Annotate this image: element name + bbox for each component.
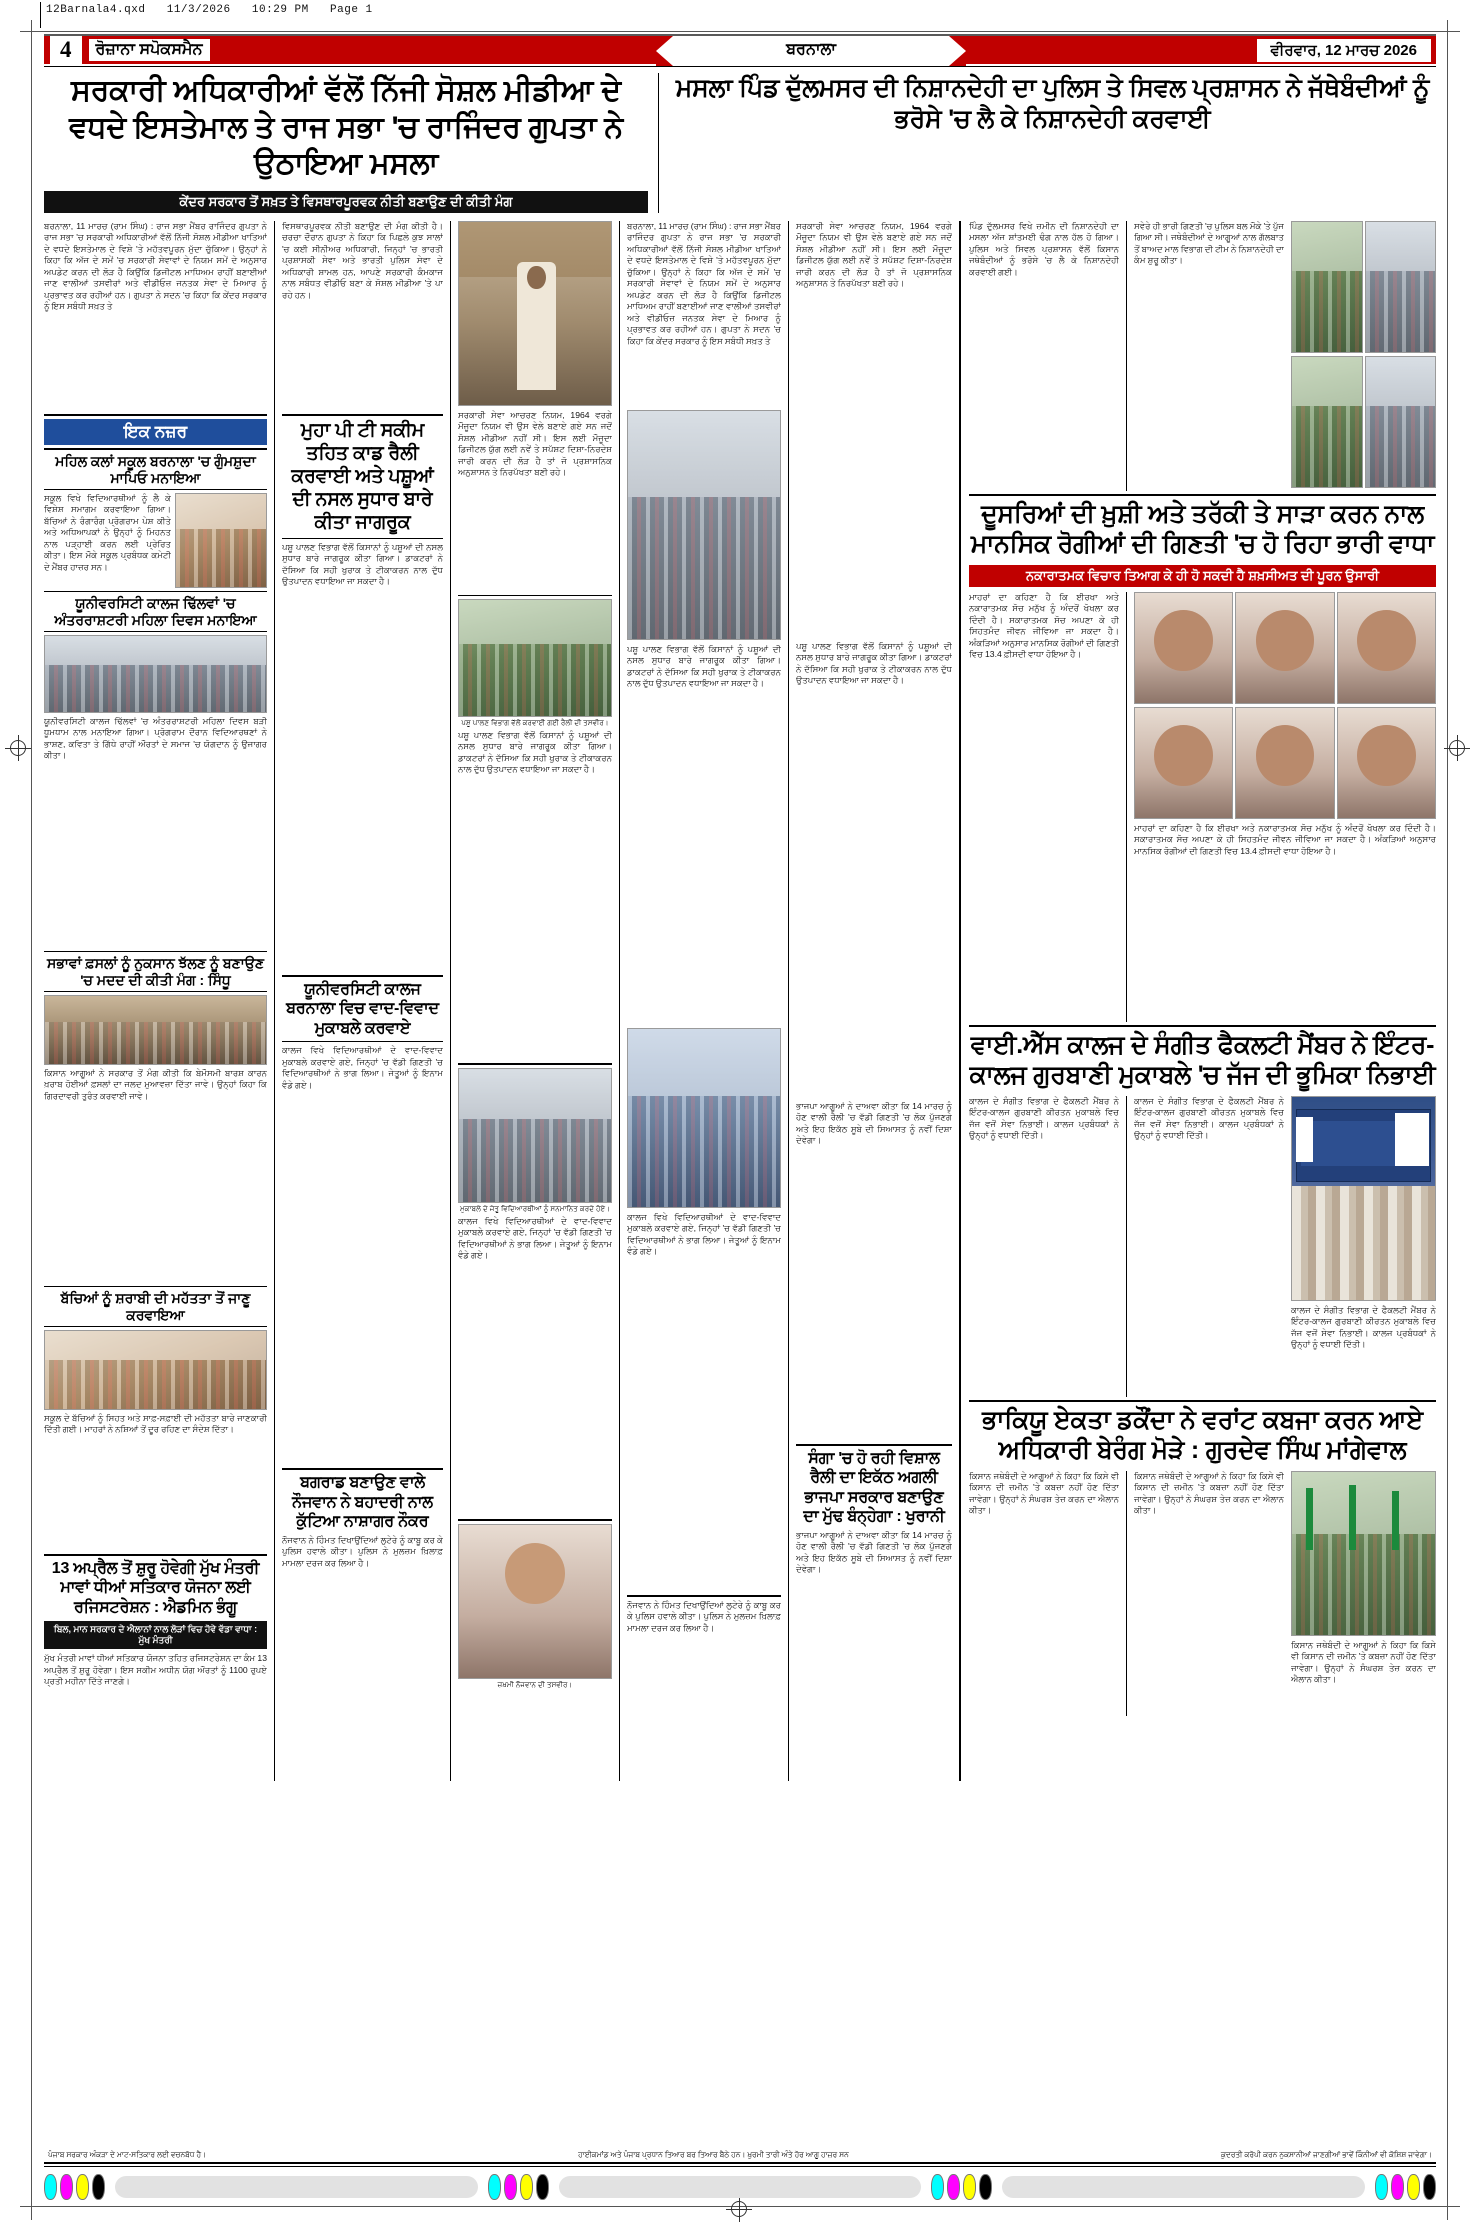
right-lead-photos [1291,221,1436,491]
black-chip [1423,2174,1436,2200]
r3-photo-block [1291,1471,1436,1716]
s1-text: ਸਕੂਲ ਵਿਖੇ ਵਿਦਿਆਰਥੀਆਂ ਨੂੰ ਲੈ ਕੇ ਵਿਸ਼ੇਸ਼ ਸਮਾਗਮ ਕਰਵਾਇਆ ਗਿਆ। ਬੱਚਿਆਂ ਨੇ ਰੰਗਾਰੰਗ ਪ੍ਰੋਗਰਾਮ ਪੇਸ਼ ਕੀਤੇ ਅਤੇ ਅਧਿਆਪਕਾਂ ਨੇ ਉਨ੍ਹਾਂ ਨੂੰ ਮਿਹਨਤ ਨਾਲ ਪੜ੍ਹਾਈ ਕਰਨ ਲਈ ਪ੍ਰੇਰਿਤ ਕੀਤਾ। ਇਸ ਮੌਕੇ ਸਕੂਲ ਪ੍ਰਬੰਧਕ ਕਮੇਟੀ ਦੇ ਮੈਂਬਰ ਹਾਜ਼ਰ ਸਨ। [44,492,171,572]
section-headline-s5: 13 ਅਪ੍ਰੈਲ ਤੋਂ ਸ਼ੁਰੂ ਹੋਵੇਗੀ ਮੁੱਖ ਮੰਤਰੀ ਮਾਵਾਂ ਧੀਆਂ ਸਤਿਕਾਰ ਯੋਜਨਾ ਲਈ ਰਜਿਸਟਰੇਸ਼ਨ : ਐਡਮਿਨ ਭੰਗੂ [51,1559,260,1616]
s5-text: ਮੁੱਖ ਮੰਤਰੀ ਮਾਵਾਂ ਧੀਆਂ ਸਤਿਕਾਰ ਯੋਜਨਾ ਤਹਿਤ ਰਜਿਸਟਰੇਸ਼ਨ ਦਾ ਕੰਮ 13 ਅਪ੍ਰੈਲ ਤੋਂ ਸ਼ੁਰੂ ਹੋਵੇਗਾ। ਇਸ ਸਕੀਮ ਅਧੀਨ ਯੋਗ ਔਰਤਾਂ ਨੂੰ 1100 ਰੁਪਏ ਪ੍ਰਤੀ ਮਹੀਨਾ ਦਿੱਤੇ ਜਾਣਗੇ। [44,1653,267,1687]
section-headline-s3: ਸਭਾਵਾਂ ਫ਼ਸਲਾਂ ਨੂੰ ਨੁਕਸਾਨ ਝੱਲਣ ਨੂੰ ਬਣਾਉਣ 'ਚ ਮਦਦ ਦੀ ਕੀਤੀ ਮੰਗ : ਸਿੰਧੂ [44,955,267,992]
s4-text: ਸਕੂਲ ਦੇ ਬੱਚਿਆਂ ਨੂੰ ਸਿਹਤ ਅਤੇ ਸਾਫ਼-ਸਫ਼ਾਈ ਦੀ ਮਹੱਤਤਾ ਬਾਰੇ ਜਾਣਕਾਰੀ ਦਿੱਤੀ ਗਈ। ਮਾਹਰਾਂ ਨੇ ਨਸ਼ਿਆਂ ਤੋਂ ਦੂਰ ਰਹਿਣ ਦਾ ਸੰਦੇਸ਼ ਦਿੱਤਾ। [44,1412,267,1435]
right-lead-col2: ਸਵੇਰੇ ਹੀ ਭਾਰੀ ਗਿਣਤੀ 'ਚ ਪੁਲਿਸ ਬਲ ਮੌਕੇ 'ਤੇ ਪੁੱਜ ਗਿਆ ਸੀ। ਜਥੇਬੰਦੀਆਂ ਦੇ ਆਗੂਆਂ ਨਾਲ ਗੱਲਬਾਤ ਤੋਂ ਬਾਅਦ ਮਾਲ ਵਿਭਾਗ ਦੀ ਟੀਮ ਨੇ ਨਿਸ਼ਾਨਦੇਹੀ ਦਾ ਕੰਮ ਸ਼ੁਰੂ ਕੀਤਾ। [1134,220,1284,266]
lead-headline: ਸਰਕਾਰੀ ਅਧਿਕਾਰੀਆਂ ਵੱਲੋਂ ਨਿੱਜੀ ਸੋਸ਼ਲ ਮੀਡੀਆ ਦੇ ਵਧਦੇ ਇਸਤੇਮਾਲ ਤੇ ਰਾਜ ਸਭਾ 'ਚ ਰਾਜਿੰਦਰ ਗੁਪਤਾ ਨੇ ਉਠਾਇਆ ਮਸਲਾ [69,74,623,181]
r2-text-b: ਕਾਲਜ ਦੇ ਸੰਗੀਤ ਵਿਭਾਗ ਦੇ ਫੈਕਲਟੀ ਮੈਂਬਰ ਨੇ ਇੰਟਰ-ਕਾਲਜ ਗੁਰਬਾਣੀ ਕੀਰਤਨ ਮੁਕਾਬਲੇ ਵਿਚ ਜੱਜ ਵਜੋਂ ਸੇਵਾ ਨਿਭਾਈ। ਕਾਲਜ ਪ੍ਰਬੰਧਕਾਂ ਨੇ ਉਨ੍ਹਾਂ ਨੂੰ ਵਧਾਈ ਦਿੱਤੀ। [1134,1095,1284,1141]
col4-text-a: ਪਸ਼ੂ ਪਾਲਣ ਵਿਭਾਗ ਵੱਲੋਂ ਕਿਸਾਨਾਂ ਨੂੰ ਪਸ਼ੂਆਂ ਦੀ ਨਸਲ ਸੁਧਾਰ ਬਾਰੇ ਜਾਗਰੂਕ ਕੀਤਾ ਗਿਆ। ਡਾਕਟਰਾਂ ਨੇ ਦੱਸਿਆ ਕਿ ਸਹੀ ਖੁਰਾਕ ਤੇ ਟੀਕਾਕਰਨ ਨਾਲ ਦੁੱਧ ਉਤਪਾਦਨ ਵਧਾਇਆ ਜਾ ਸਕਦਾ ਹੈ। [627,643,781,689]
masthead [44,34,1436,64]
r3-text-a: ਕਿਸਾਨ ਜਥੇਬੰਦੀ ਦੇ ਆਗੂਆਂ ਨੇ ਕਿਹਾ ਕਿ ਕਿਸੇ ਵੀ ਕਿਸਾਨ ਦੀ ਜ਼ਮੀਨ 'ਤੇ ਕਬਜ਼ਾ ਨਹੀਂ ਹੋਣ ਦਿੱਤਾ ਜਾਵੇਗਾ। ਉਨ੍ਹਾਂ ਨੇ ਸੰਘਰਸ਼ ਤੇਜ਼ ਕਰਨ ਦਾ ਐਲਾਨ ਕੀਤਾ। [969,1470,1119,1516]
r1-text-b: ਮਾਹਰਾਂ ਦਾ ਕਹਿਣਾ ਹੈ ਕਿ ਈਰਖਾ ਅਤੇ ਨਕਾਰਾਤਮਕ ਸੋਚ ਮਨੁੱਖ ਨੂੰ ਅੰਦਰੋਂ ਖੋਖਲਾ ਕਰ ਦਿੰਦੀ ਹੈ। ਸਕਾਰਾਤਮਕ ਸੋਚ ਅਪਣਾ ਕੇ ਹੀ ਸਿਹਤਮੰਦ ਜੀਵਨ ਜੀਵਿਆ ਜਾ ਸਕਦਾ ਹੈ। ਅੰਕੜਿਆਂ ਅਨੁਸਾਰ ਮਾਨਸਿਕ ਰੋਗੀਆਂ ਦੀ ਗਿਣਤੀ ਵਿਚ 13.4 ਫ਼ੀਸਦੀ ਵਾਧਾ ਹੋਇਆ ਹੈ। [1134,822,1436,856]
right-lead-headline-block [659,73,1436,213]
r2-text-a: ਕਾਲਜ ਦੇ ਸੰਗੀਤ ਵਿਭਾਗ ਦੇ ਫੈਕਲਟੀ ਮੈਂਬਰ ਨੇ ਇੰਟਰ-ਕਾਲਜ ਗੁਰਬਾਣੀ ਕੀਰਤਨ ਮੁਕਾਬਲੇ ਵਿਚ ਜੱਜ ਵਜੋਂ ਸੇਵਾ ਨਿਭਾਈ। ਕਾਲਜ ਪ੍ਰਬੰਧਕਾਂ ਨੇ ਉਨ੍ਹਾਂ ਨੂੰ ਵਧਾਈ ਦਿੱਤੀ। [969,1095,1119,1141]
cyan-chip [1375,2174,1388,2200]
cyan-chip [44,2174,57,2200]
m1-text: ਪਸ਼ੂ ਪਾਲਣ ਵਿਭਾਗ ਵੱਲੋਂ ਕਿਸਾਨਾਂ ਨੂੰ ਪਸ਼ੂਆਂ ਦੀ ਨਸਲ ਸੁਧਾਰ ਬਾਰੇ ਜਾਗਰੂਕ ਕੀਤਾ ਗਿਆ। ਡਾਕਟਰਾਂ ਨੇ ਦੱਸਿਆ ਕਿ ਸਹੀ ਖੁਰਾਕ ਤੇ ਟੀਕਾਕਰਨ ਨਾਲ ਦੁੱਧ ਉਤਪਾਦਨ ਵਧਾਇਆ ਜਾ ਸਕਦਾ ਹੈ। [282,541,443,587]
section-headline-r1: ਦੂਸਰਿਆਂ ਦੀ ਖ਼ੁਸ਼ੀ ਅਤੇ ਤਰੱਕੀ ਤੇ ਸਾੜਾ ਕਰਨ ਨਾਲ ਮਾਨਸਿਕ ਰੋਗੀਆਂ ਦੀ ਗਿਣਤੀ 'ਚ ਹੋ ਰਿਹਾ ਭਾਰੀ ਵਾਧਾ [970,499,1435,559]
footer-line-1: ਪੰਜਾਬ ਸਰਕਾਰ ਅੰਕੜਾ ਦੇ ਮਾਟ-ਸਤਿਕਾਰ ਲਈ ਵਚਨਬੱਧ ਹੈ। [48,2150,206,2159]
lead-kicker: ਕੇਂਦਰ ਸਰਕਾਰ ਤੋਂ ਸਖ਼ਤ ਤੇ ਵਿਸਥਾਰਪੂਰਵਕ ਨੀਤੀ ਬਣਾਉਣ ਦੀ ਕੀਤੀ ਮੰਗ [44,191,648,213]
photo-s4 [44,1330,267,1410]
right-zone [961,221,1436,1781]
r1-portraits-block [1134,592,1436,1022]
lead-col-2: ਵਿਸਥਾਰਪੂਰਵਕ ਨੀਤੀ ਬਣਾਉਣ ਦੀ ਮੰਗ ਕੀਤੀ ਹੈ। ਚਰਚਾ ਦੌਰਾਨ ਗੁਪਤਾ ਨੇ ਕਿਹਾ ਕਿ ਪਿਛਲੇ ਕੁਝ ਸਾਲਾਂ 'ਚ ਕਈ ਸੀਨੀਅਰ ਅਧਿਕਾਰੀ, ਜਿਨ੍ਹਾਂ 'ਚ ਭਾਰਤੀ ਪ੍ਰਸ਼ਾਸਕੀ ਸੇਵਾ ਅਤੇ ਭਾਰਤੀ ਪੁਲਿਸ ਸੇਵਾ ਦੇ ਅਧਿਕਾਰੀ ਸ਼ਾਮਲ ਹਨ, ਆਪਣੇ ਸਰਕਾਰੀ ਕੰਮਕਾਜ ਨਾਲ ਸਬੰਧਤ ਵੀਡੀਓ ਬਣਾ ਕੇ ਸੋਸ਼ਲ ਮੀਡੀਆ 'ਤੇ ਪਾ ਰਹੇ ਹਨ। [282,220,443,300]
photo-s1 [175,493,267,588]
section-headline-s2: ਯੂਨੀਵਰਸਿਟੀ ਕਾਲਜ ਢਿੱਲਵਾਂ 'ਚ ਅੰਤਰਰਾਸ਼ਟਰੀ ਮਹਿਲਾ ਦਿਵਸ ਮਨਾਇਆ [44,595,267,632]
magenta-chip [60,2174,73,2200]
lead-headline-block [44,73,658,213]
crop-mark-right [1447,20,1448,2220]
yellow-chip [520,2174,533,2200]
rule [44,2166,1436,2167]
section-headline-s4: ਬੱਚਿਆਂ ਨੂੰ ਸ਼ਰਾਬੀ ਦੀ ਮਹੱਤਤਾ ਤੋਂ ਜਾਣੂ ਕਰਵਾਇਆ [44,1290,267,1327]
col-4 [620,221,788,1781]
r1-text-a: ਮਾਹਰਾਂ ਦਾ ਕਹਿਣਾ ਹੈ ਕਿ ਈਰਖਾ ਅਤੇ ਨਕਾਰਾਤਮਕ ਸੋਚ ਮਨੁੱਖ ਨੂੰ ਅੰਦਰੋਂ ਖੋਖਲਾ ਕਰ ਦਿੰਦੀ ਹੈ। ਸਕਾਰਾਤਮਕ ਸੋਚ ਅਪਣਾ ਕੇ ਹੀ ਸਿਹਤਮੰਦ ਜੀਵਨ ਜੀਵਿਆ ਜਾ ਸਕਦਾ ਹੈ। ਅੰਕੜਿਆਂ ਅਨੁਸਾਰ ਮਾਨਸਿਕ ਰੋਗੀਆਂ ਦੀ ਗਿਣਤੀ ਵਿਚ 13.4 ਫ਼ੀਸਦੀ ਵਾਧਾ ਹੋਇਆ ਹੈ। [969,591,1119,660]
crop-mark-top [20,31,1460,32]
col4-text-c: ਨੌਜਵਾਨ ਨੇ ਹਿੰਮਤ ਦਿਖਾਉਂਦਿਆਂ ਲੁਟੇਰੇ ਨੂੰ ਕਾਬੂ ਕਰ ਕੇ ਪੁਲਿਸ ਹਵਾਲੇ ਕੀਤਾ। ਪੁਲਿਸ ਨੇ ਮੁਲਜ਼ਮ ਖ਼ਿਲਾਫ਼ ਮਾਮਲਾ ਦਰਜ ਕਰ ਲਿਆ ਹੈ। [627,1599,781,1633]
gray-bar-1 [115,2176,478,2198]
section-headline-r3: ਭਾਕਿਯੂ ਏਕਤਾ ਡਕੌਂਦਾ ਨੇ ਵਰਾਂਟ ਕਬਜਾ ਕਰਨ ਆਏ ਅਧਿਕਾਰੀ ਬੇਰੰਗ ਮੋੜੇ : ਗੁਰਦੇਵ ਸਿੰਘ ਮਾਂਗੇਵਾਲ [982,1405,1423,1465]
col-3 [451,221,619,1781]
rule [796,1444,952,1446]
black-chip [536,2174,549,2200]
color-chip-group-3 [931,2174,992,2200]
r3-text-b: ਕਿਸਾਨ ਜਥੇਬੰਦੀ ਦੇ ਆਗੂਆਂ ਨੇ ਕਿਹਾ ਕਿ ਕਿਸੇ ਵੀ ਕਿਸਾਨ ਦੀ ਜ਼ਮੀਨ 'ਤੇ ਕਬਜ਼ਾ ਨਹੀਂ ਹੋਣ ਦਿੱਤਾ ਜਾਵੇਗਾ। ਉਨ੍ਹਾਂ ਨੇ ਸੰਘਰਸ਼ ਤੇਜ਼ ਕਰਨ ਦਾ ਐਲਾਨ ਕੀਤਾ। [1134,1470,1284,1516]
caption-m2: ਮੁਕਾਬਲੇ ਦੇ ਜੇਤੂ ਵਿਦਿਆਰਥੀਆਂ ਨੂੰ ਸਨਮਾਨਿਤ ਕਰਦੇ ਹੋਏ। [459,1203,611,1213]
right-lead-col1: ਪਿੰਡ ਦੁੱਲਮਸਰ ਵਿਖੇ ਜ਼ਮੀਨ ਦੀ ਨਿਸ਼ਾਨਦੇਹੀ ਦਾ ਮਸਲਾ ਅੱਜ ਸ਼ਾਂਤਮਈ ਢੰਗ ਨਾਲ ਹੱਲ ਹੋ ਗਿਆ। ਪੁਲਿਸ ਅਤੇ ਸਿਵਲ ਪ੍ਰਸ਼ਾਸਨ ਵੱਲੋਂ ਕਿਸਾਨ ਜਥੇਬੰਦੀਆਂ ਨੂੰ ਭਰੋਸੇ 'ਚ ਲੈ ਕੇ ਨਿਸ਼ਾਨਦੇਹੀ ਕਰਵਾਈ ਗਈ। [969,220,1119,277]
lead-col-1: ਬਰਨਾਲਾ, 11 ਮਾਰਚ (ਰਾਮ ਸਿੰਘ) : ਰਾਜ ਸਭਾ ਮੈਂਬਰ ਰਾਜਿੰਦਰ ਗੁਪਤਾ ਨੇ ਰਾਜ ਸਭਾ 'ਚ ਸਰਕਾਰੀ ਅਧਿਕਾਰੀਆਂ ਵੱਲੋਂ ਨਿੱਜੀ ਸੋਸ਼ਲ ਮੀਡੀਆ ਖਾਤਿਆਂ ਦੇ ਵਧਦੇ ਇਸਤੇਮਾਲ ਦੇ ਵਿਸ਼ੇ 'ਤੇ ਮਹੱਤਵਪੂਰਨ ਮੁੱਦਾ ਚੁੱਕਿਆ। ਉਨ੍ਹਾਂ ਨੇ ਕਿਹਾ ਕਿ ਅੱਜ ਦੇ ਸਮੇਂ 'ਚ ਸਰਕਾਰੀ ਸੇਵਾਵਾਂ ਦੇ ਨਿਯਮ ਸਮੇਂ ਦੇ ਅਨੁਸਾਰ ਅਪਡੇਟ ਕਰਨ ਦੀ ਲੋੜ ਹੈ ਕਿਉਂਕਿ ਡਿਜੀਟਲ ਮਾਧਿਅਮ ਰਾਹੀਂ ਬਣਾਈਆਂ ਜਾਣ ਵਾਲੀਆਂ ਤਸਵੀਰਾਂ ਅਤੇ ਵੀਡੀਓਜ਼ ਜਨਤਕ ਸੇਵਾ ਦੇ ਮਿਆਰ ਨੂੰ ਪ੍ਰਭਾਵਤ ਕਰ ਰਹੀਆਂ ਹਨ। ਗੁਪਤਾ ਨੇ ਸਦਨ 'ਚ ਕਿਹਾ ਕਿ ਕੇਂਦਰ ਸਰਕਾਰ ਨੂੰ ਇਸ ਸਬੰਧੀ ਸਖ਼ਤ ਤੇ [44,220,267,312]
r2-photo-block [1291,1096,1436,1397]
photo-col4-ceremony [627,1028,781,1208]
photo-col4-group [627,410,781,640]
r1-body [969,592,1436,1022]
rule [44,2162,1436,2164]
photo-rl-3 [1291,356,1363,488]
photo-r3-protest [1291,1471,1436,1636]
photo-m3 [458,1524,612,1679]
newspaper-page [44,34,1436,2184]
col5-text-b: ਪਸ਼ੂ ਪਾਲਣ ਵਿਭਾਗ ਵੱਲੋਂ ਕਿਸਾਨਾਂ ਨੂੰ ਪਸ਼ੂਆਂ ਦੀ ਨਸਲ ਸੁਧਾਰ ਬਾਰੇ ਜਾਗਰੂਕ ਕੀਤਾ ਗਿਆ। ਡਾਕਟਰਾਂ ਨੇ ਦੱਸਿਆ ਕਿ ਸਹੀ ਖੁਰਾਕ ਤੇ ਟੀਕਾਕਰਨ ਨਾਲ ਦੁੱਧ ਉਤਪਾਦਨ ਵਧਾਇਆ ਜਾ ਸਕਦਾ ਹੈ। [796,640,952,686]
r3-text-c: ਕਿਸਾਨ ਜਥੇਬੰਦੀ ਦੇ ਆਗੂਆਂ ਨੇ ਕਿਹਾ ਕਿ ਕਿਸੇ ਵੀ ਕਿਸਾਨ ਦੀ ਜ਼ਮੀਨ 'ਤੇ ਕਬਜ਼ਾ ਨਹੀਂ ਹੋਣ ਦਿੱਤਾ ਜਾਵੇਗਾ। ਉਨ੍ਹਾਂ ਨੇ ਸੰਘਰਸ਼ ਤੇਜ਼ ਕਰਨ ਦਾ ਐਲਾਨ ਕੀਤਾ। [1291,1639,1436,1685]
top-headline-row [44,73,1436,213]
crop-mark-left [31,20,32,2220]
section-headline-m3: ਬਗਰਾਡ ਬਣਾਉਣ ਵਾਲੇ ਨੌਜਵਾਨ ਨੇ ਬਹਾਦਰੀ ਨਾਲ ਕੁੱਟਿਆ ਨਾਸ਼ਾਗਰ ਨੌਕਰ [292,1474,433,1531]
rule [969,1400,1436,1402]
caption-m3: ਜ਼ਖ਼ਮੀ ਨੌਜਵਾਨ ਦੀ ਤਸਵੀਰ। [497,1679,573,1689]
rule [282,975,443,977]
m1-text-cont: ਪਸ਼ੂ ਪਾਲਣ ਵਿਭਾਗ ਵੱਲੋਂ ਕਿਸਾਨਾਂ ਨੂੰ ਪਸ਼ੂਆਂ ਦੀ ਨਸਲ ਸੁਧਾਰ ਬਾਰੇ ਜਾਗਰੂਕ ਕੀਤਾ ਗਿਆ। ਡਾਕਟਰਾਂ ਨੇ ਦੱਸਿਆ ਕਿ ਸਹੀ ਖੁਰਾਕ ਤੇ ਟੀਕਾਕਰਨ ਨਾਲ ਦੁੱਧ ਉਤਪਾਦਨ ਵਧਾਇਆ ਜਾ ਸਕਦਾ ਹੈ। [458,729,612,775]
ik-nazar-header: ਇਕ ਨਜ਼ਰ [44,419,267,445]
col4-lead-text: ਬਰਨਾਲਾ, 11 ਮਾਰਚ (ਰਾਮ ਸਿੰਘ) : ਰਾਜ ਸਭਾ ਮੈਂਬਰ ਰਾਜਿੰਦਰ ਗੁਪਤਾ ਨੇ ਰਾਜ ਸਭਾ 'ਚ ਸਰਕਾਰੀ ਅਧਿਕਾਰੀਆਂ ਵੱਲੋਂ ਨਿੱਜੀ ਸੋਸ਼ਲ ਮੀਡੀਆ ਖਾਤਿਆਂ ਦੇ ਵਧਦੇ ਇਸਤੇਮਾਲ ਦੇ ਵਿਸ਼ੇ 'ਤੇ ਮਹੱਤਵਪੂਰਨ ਮੁੱਦਾ ਚੁੱਕਿਆ। ਉਨ੍ਹਾਂ ਨੇ ਕਿਹਾ ਕਿ ਅੱਜ ਦੇ ਸਮੇਂ 'ਚ ਸਰਕਾਰੀ ਸੇਵਾਵਾਂ ਦੇ ਨਿਯਮ ਸਮੇਂ ਦੇ ਅਨੁਸਾਰ ਅਪਡੇਟ ਕਰਨ ਦੀ ਲੋੜ ਹੈ ਕਿਉਂਕਿ ਡਿਜੀਟਲ ਮਾਧਿਅਮ ਰਾਹੀਂ ਬਣਾਈਆਂ ਜਾਣ ਵਾਲੀਆਂ ਤਸਵੀਰਾਂ ਅਤੇ ਵੀਡੀਓਜ਼ ਜਨਤਕ ਸੇਵਾ ਦੇ ਮਿਆਰ ਨੂੰ ਪ੍ਰਭਾਵਤ ਕਰ ਰਹੀਆਂ ਹਨ। ਗੁਪਤਾ ਨੇ ਸਦਨ 'ਚ ਕਿਹਾ ਕਿ ਕੇਂਦਰ ਸਰਕਾਰ ਨੂੰ ਇਸ ਸਬੰਧੀ ਸਖ਼ਤ ਤੇ [627,220,781,346]
photo-rl-2 [1365,221,1437,353]
s3-text: ਕਿਸਾਨ ਆਗੂਆਂ ਨੇ ਸਰਕਾਰ ਤੋਂ ਮੰਗ ਕੀਤੀ ਕਿ ਬੇਮੌਸਮੀ ਬਾਰਸ਼ ਕਾਰਨ ਖ਼ਰਾਬ ਹੋਈਆਂ ਫ਼ਸਲਾਂ ਦਾ ਜਲਦ ਮੁਆਵਜ਼ਾ ਦਿੱਤਾ ਜਾਵੇ। ਉਨ੍ਹਾਂ ਕਿਹਾ ਕਿ ਗਿਰਦਾਵਰੀ ਤੁਰੰਤ ਕਰਵਾਈ ਜਾਵੇ। [44,1067,267,1101]
caption-m1: ਪਸ਼ੂ ਪਾਲਣ ਵਿਭਾਗ ਵੱਲੋਂ ਕਰਵਾਈ ਗਈ ਰੈਲੀ ਦੀ ਤਸਵੀਰ। [461,717,609,727]
rule [282,538,443,539]
m2-text-cont: ਕਾਲਜ ਵਿਖੇ ਵਿਦਿਆਰਥੀਆਂ ਦੇ ਵਾਦ-ਵਿਵਾਦ ਮੁਕਾਬਲੇ ਕਰਵਾਏ ਗਏ, ਜਿਨ੍ਹਾਂ 'ਚ ਵੱਡੀ ਗਿਣਤੀ 'ਚ ਵਿਦਿਆਰਥੀਆਂ ਨੇ ਭਾਗ ਲਿਆ। ਜੇਤੂਆਂ ਨੂੰ ਇਨਾਮ ਵੰਡੇ ਗਏ। [458,1215,612,1261]
registration-mark-right [1444,735,1470,761]
col-2 [275,221,450,1781]
s5-kicker: ਬਿਲ, ਮਾਨ ਸਰਕਾਰ ਦੇ ਐਲਾਨਾਂ ਨਾਲ ਲੋੜਾਂ ਵਿਚ ਹੋਵੇ ਵੱਡਾ ਵਾਧਾ : ਮੁੱਖ ਮੰਤਰੀ [44,1621,267,1649]
registration-mark-left [5,735,31,761]
rule [458,1519,612,1521]
cyan-chip [931,2174,944,2200]
masthead-left [44,36,656,64]
portrait-5 [1235,707,1334,819]
left-zone [44,221,274,1781]
col5-text-c: ਭਾਜਪਾ ਆਗੂਆਂ ਨੇ ਦਾਅਵਾ ਕੀਤਾ ਕਿ 14 ਮਾਰਚ ਨੂੰ ਹੋਣ ਵਾਲੀ ਰੈਲੀ 'ਚ ਵੱਡੀ ਗਿਣਤੀ 'ਚ ਲੋਕ ਪੁੱਜਣਗੇ ਅਤੇ ਇਹ ਇਕੱਠ ਸੂਬੇ ਦੀ ਸਿਆਸਤ ਨੂੰ ਨਵੀਂ ਦਿਸ਼ਾ ਦੇਵੇਗਾ। [796,1100,952,1146]
r3-body [969,1471,1436,1716]
photo-s3 [44,995,267,1065]
section-headline-s1: ਮਹਿਲ ਕਲਾਂ ਸਕੂਲ ਬਰਨਾਲਾ 'ਚ ਗੁੰਮਸ਼ੁਦਾ ਮਾਪਿਓ ਮਨਾਇਆ [44,453,267,490]
s2-text: ਯੂਨੀਵਰਸਿਟੀ ਕਾਲਜ ਢਿੱਲਵਾਂ 'ਚ ਅੰਤਰਰਾਸ਼ਟਰੀ ਮਹਿਲਾ ਦਿਵਸ ਬੜੀ ਧੂਮਧਾਮ ਨਾਲ ਮਨਾਇਆ ਗਿਆ। ਪ੍ਰੋਗਰਾਮ ਦੌਰਾਨ ਵਿਦਿਆਰਥਣਾਂ ਨੇ ਭਾਸ਼ਣ, ਕਵਿਤਾ ਤੇ ਗਿੱਧੇ ਰਾਹੀਂ ਔਰਤਾਂ ਦੇ ਸਮਾਜ 'ਚ ਯੋਗਦਾਨ ਨੂੰ ਉਜਾਗਰ ਕੀਤਾ। [44,715,267,761]
m4-text: ਭਾਜਪਾ ਆਗੂਆਂ ਨੇ ਦਾਅਵਾ ਕੀਤਾ ਕਿ 14 ਮਾਰਚ ਨੂੰ ਹੋਣ ਵਾਲੀ ਰੈਲੀ 'ਚ ਵੱਡੀ ਗਿਣਤੀ 'ਚ ਲੋਕ ਪੁੱਜਣਗੇ ਅਤੇ ਇਹ ਇਕੱਠ ਸੂਬੇ ਦੀ ਸਿਆਸਤ ਨੂੰ ਨਵੀਂ ਦਿਸ਼ਾ ਦੇਵੇਗਾ। [796,1529,952,1575]
color-chip-group-4 [1375,2174,1436,2200]
rule [44,414,267,416]
rule [458,1063,612,1065]
black-chip [979,2174,992,2200]
rule [44,951,267,952]
rule [627,1595,781,1597]
rule [44,1554,267,1556]
m3-text: ਨੌਜਵਾਨ ਨੇ ਹਿੰਮਤ ਦਿਖਾਉਂਦਿਆਂ ਲੁਟੇਰੇ ਨੂੰ ਕਾਬੂ ਕਰ ਕੇ ਪੁਲਿਸ ਹਵਾਲੇ ਕੀਤਾ। ਪੁਲਿਸ ਨੇ ਮੁਲਜ਼ਮ ਖ਼ਿਲਾਫ਼ ਮਾਮਲਾ ਦਰਜ ਕਰ ਲਿਆ ਹੈ। [282,1534,443,1568]
rule [282,414,443,416]
section-headline-r2: ਵਾਈ.ਐੱਸ ਕਾਲਜ ਦੇ ਸੰਗੀਤ ਫੈਕਲਟੀ ਮੈਂਬਰ ਨੇ ਇੰਟਰ-ਕਾਲਜ ਗੁਰਬਾਣੀ ਮੁਕਾਬਲੇ 'ਚ ਜੱਜ ਦੀ ਭੂਮਿਕਾ ਨਿਭਾਈ [969,1030,1436,1090]
footer-line-3: ਕੁਦਰਤੀ ਕਰੋਪੀ ਕਰਨ ਨੁਕਸਾਨੀਆਂ ਜਾਣਗੀਆਂ ਭਾਵੇਂ ਕਿੰਨੀਆਂ ਵੀ ਕੋਸ਼ਿਸ਼ ਜਾਵੇਗਾ। [1220,2150,1432,2159]
m2-text: ਕਾਲਜ ਵਿਖੇ ਵਿਦਿਆਰਥੀਆਂ ਦੇ ਵਾਦ-ਵਿਵਾਦ ਮੁਕਾਬਲੇ ਕਰਵਾਏ ਗਏ, ਜਿਨ੍ਹਾਂ 'ਚ ਵੱਡੀ ਗਿਣਤੀ 'ਚ ਵਿਦਿਆਰਥੀਆਂ ਨੇ ਭਾਗ ਲਿਆ। ਜੇਤੂਆਂ ਨੂੰ ਇਨਾਮ ਵੰਡੇ ਗਏ। [282,1045,443,1090]
rule [44,591,267,592]
black-chip [92,2174,105,2200]
portrait-3 [1337,592,1436,704]
section-headline-m1: ਮੁਹਾ ਪੀ ਟੀ ਸਕੀਮ ਤਹਿਤ ਕਾਡ ਰੈਲੀ ਕਰਵਾਈ ਅਤੇ ਪਸ਼ੂਆਂ ਦੀ ਨਸਲ ਸੁਧਾਰ ਬਾਰੇ ਕੀਤਾ ਜਾਗਰੂਕ [291,419,434,534]
magenta-chip [947,2174,960,2200]
lead-col-3-a: ਸਰਕਾਰੀ ਸੇਵਾ ਆਚਰਣ ਨਿਯਮ, 1964 ਵਰਗੇ ਮੌਜੂਦਾ ਨਿਯਮ ਵੀ ਉਸ ਵੇਲੇ ਬਣਾਏ ਗਏ ਸਨ ਜਦੋਂ ਸੋਸ਼ਲ ਮੀਡੀਆ ਨਹੀਂ ਸੀ। ਇਸ ਲਈ ਮੌਜੂਦਾ ਡਿਜੀਟਲ ਯੁੱਗ ਲਈ ਨਵੇਂ ਤੇ ਸਪੱਸ਼ਟ ਦਿਸ਼ਾ-ਨਿਰਦੇਸ਼ ਜਾਰੀ ਕਰਨ ਦੀ ਲੋੜ ਹੈ ਤਾਂ ਜੋ ਪ੍ਰਸ਼ਾਸਨਿਕ ਅਨੁਸ਼ਾਸਨ ਤੇ ਨਿਰਪੱਖਤਾ ਬਣੀ ਰਹੇ। [458,409,612,478]
r1-kicker: ਨਕਾਰਾਤਮਕ ਵਿਚਾਰ ਤਿਆਗ ਕੇ ਹੀ ਹੋ ਸਕਦੀ ਹੈ ਸ਼ਖ਼ਸੀਅਤ ਦੀ ਪੂਰਨ ਉਸਾਰੀ [969,565,1436,587]
footer-text-row [44,2150,1436,2162]
color-chip-group-1 [44,2174,105,2200]
rule [969,1025,1436,1027]
print-slug: 12Barnala4.qxd 11/3/2026 10:29 PM Page 1 [46,4,373,16]
color-chip-group-2 [488,2174,549,2200]
yellow-chip [963,2174,976,2200]
gray-bar-2 [559,2176,922,2198]
slug-rule [40,2,41,28]
gray-bar-3 [1002,2176,1365,2198]
cyan-chip [488,2174,501,2200]
photo-rl-1 [1291,221,1363,353]
col-5 [789,221,959,1781]
masthead-rule [44,66,1436,67]
col5-text-a: ਸਰਕਾਰੀ ਸੇਵਾ ਆਚਰਣ ਨਿਯਮ, 1964 ਵਰਗੇ ਮੌਜੂਦਾ ਨਿਯਮ ਵੀ ਉਸ ਵੇਲੇ ਬਣਾਏ ਗਏ ਸਨ ਜਦੋਂ ਸੋਸ਼ਲ ਮੀਡੀਆ ਨਹੀਂ ਸੀ। ਇਸ ਲਈ ਮੌਜੂਦਾ ਡਿਜੀਟਲ ਯੁੱਗ ਲਈ ਨਵੇਂ ਤੇ ਸਪੱਸ਼ਟ ਦਿਸ਼ਾ-ਨਿਰਦੇਸ਼ ਜਾਰੀ ਕਰਨ ਦੀ ਲੋੜ ਹੈ ਤਾਂ ਜੋ ਪ੍ਰਸ਼ਾਸਨਿਕ ਅਨੁਸ਼ਾਸਨ ਤੇ ਨਿਰਪੱਖਤਾ ਬਣੀ ਰਹੇ। [796,220,952,289]
rule [44,1286,267,1287]
portrait-2 [1235,592,1334,704]
color-chip-row [44,2174,1436,2200]
yellow-chip [1407,2174,1420,2200]
photo-r2-stage [1291,1096,1436,1301]
page-number: 4 [50,36,82,65]
rule [969,494,1436,496]
right-lead-headline: ਮਸਲਾ ਪਿੰਡ ਦੁੱਲਮਸਰ ਦੀ ਨਿਸ਼ਾਨਦੇਹੀ ਦਾ ਪੁਲਿਸ ਤੇ ਸਿਵਲ ਪ੍ਰਸ਼ਾਸਨ ਨੇ ਜੱਥੇਬੰਦੀਆਂ ਨੂੰ ਭਰੋਸੇ 'ਚ ਲੈ ਕੇ ਨਿਸ਼ਾਨਦੇਹੀ ਕਰਵਾਈ [675,74,1430,133]
photo-m2 [458,1068,612,1203]
s1-body [44,493,267,588]
photo-m1 [458,599,612,717]
col4-text-b: ਕਾਲਜ ਵਿਖੇ ਵਿਦਿਆਰਥੀਆਂ ਦੇ ਵਾਦ-ਵਿਵਾਦ ਮੁਕਾਬਲੇ ਕਰਵਾਏ ਗਏ, ਜਿਨ੍ਹਾਂ 'ਚ ਵੱਡੀ ਗਿਣਤੀ 'ਚ ਵਿਦਿਆਰਥੀਆਂ ਨੇ ਭਾਗ ਲਿਆ। ਜੇਤੂਆਂ ਨੂੰ ਇਨਾਮ ਵੰਡੇ ਗਏ। [627,1211,781,1257]
main-body [44,221,1436,1781]
rule [282,1041,443,1042]
section-headline-m4: ਸੰਗਾ 'ਚ ਹੋ ਰਹੀ ਵਿਸ਼ਾਲ ਰੈਲੀ ਦਾ ਇਕੱਠ ਅਗਲੀ ਭਾਜਪਾ ਸਰਕਾਰ ਬਣਾਉਣ ਦਾ ਮੁੱਢ ਬੰਨ੍ਹੇਗਾ : ਖੁਰਾਨੀ [803,1449,945,1526]
magenta-chip [504,2174,517,2200]
portrait-4 [1134,707,1233,819]
yellow-chip [76,2174,89,2200]
edition-name: ਬਰਨਾਲਾ [656,36,966,64]
rule [44,448,267,450]
section-headline-m2: ਯੂਨੀਵਰਸਿਟੀ ਕਾਲਜ ਬਰਨਾਲਾ ਵਿਚ ਵਾਦ-ਵਿਵਾਦ ਮੁਕਾਬਲੇ ਕਰਵਾਏ [286,980,439,1037]
right-lead-row [969,221,1436,491]
portrait-6 [1337,707,1436,819]
brand-name: ਰੋਜ਼ਾਨਾ ਸਪੋਕਸਮੈਨ [89,39,210,61]
color-registration-bar [44,2150,1436,2200]
photo-lead-parliament [458,221,612,406]
rule [282,1468,443,1470]
portrait-1 [1134,592,1233,704]
rule [458,595,612,596]
r2-body [969,1096,1436,1397]
issue-date: ਵੀਰਵਾਰ, 12 ਮਾਰਚ 2026 [1257,39,1431,62]
r2-text-c: ਕਾਲਜ ਦੇ ਸੰਗੀਤ ਵਿਭਾਗ ਦੇ ਫੈਕਲਟੀ ਮੈਂਬਰ ਨੇ ਇੰਟਰ-ਕਾਲਜ ਗੁਰਬਾਣੀ ਕੀਰਤਨ ਮੁਕਾਬਲੇ ਵਿਚ ਜੱਜ ਵਜੋਂ ਸੇਵਾ ਨਿਭਾਈ। ਕਾਲਜ ਪ੍ਰਬੰਧਕਾਂ ਨੇ ਉਨ੍ਹਾਂ ਨੂੰ ਵਧਾਈ ਦਿੱਤੀ। [1291,1304,1436,1350]
masthead-right [966,36,1436,64]
magenta-chip [1391,2174,1404,2200]
photo-s2 [44,635,267,713]
footer-line-2: ਹਾਈਕਮਾਂਡ ਅਤੇ ਪੰਜਾਬ ਪ੍ਰਧਾਨ ਤਿਆਰ ਬਰ ਤਿਆਰ ਬੈਠੇ ਹਨ। ਖ਼ੁਰਮੀ ਤਾਰੀ ਅੰਤੇ ਹੋਰ ਆਗੂ ਹਾਜ਼ਰ ਸਨ [578,2150,849,2159]
photo-rl-4 [1365,356,1437,488]
